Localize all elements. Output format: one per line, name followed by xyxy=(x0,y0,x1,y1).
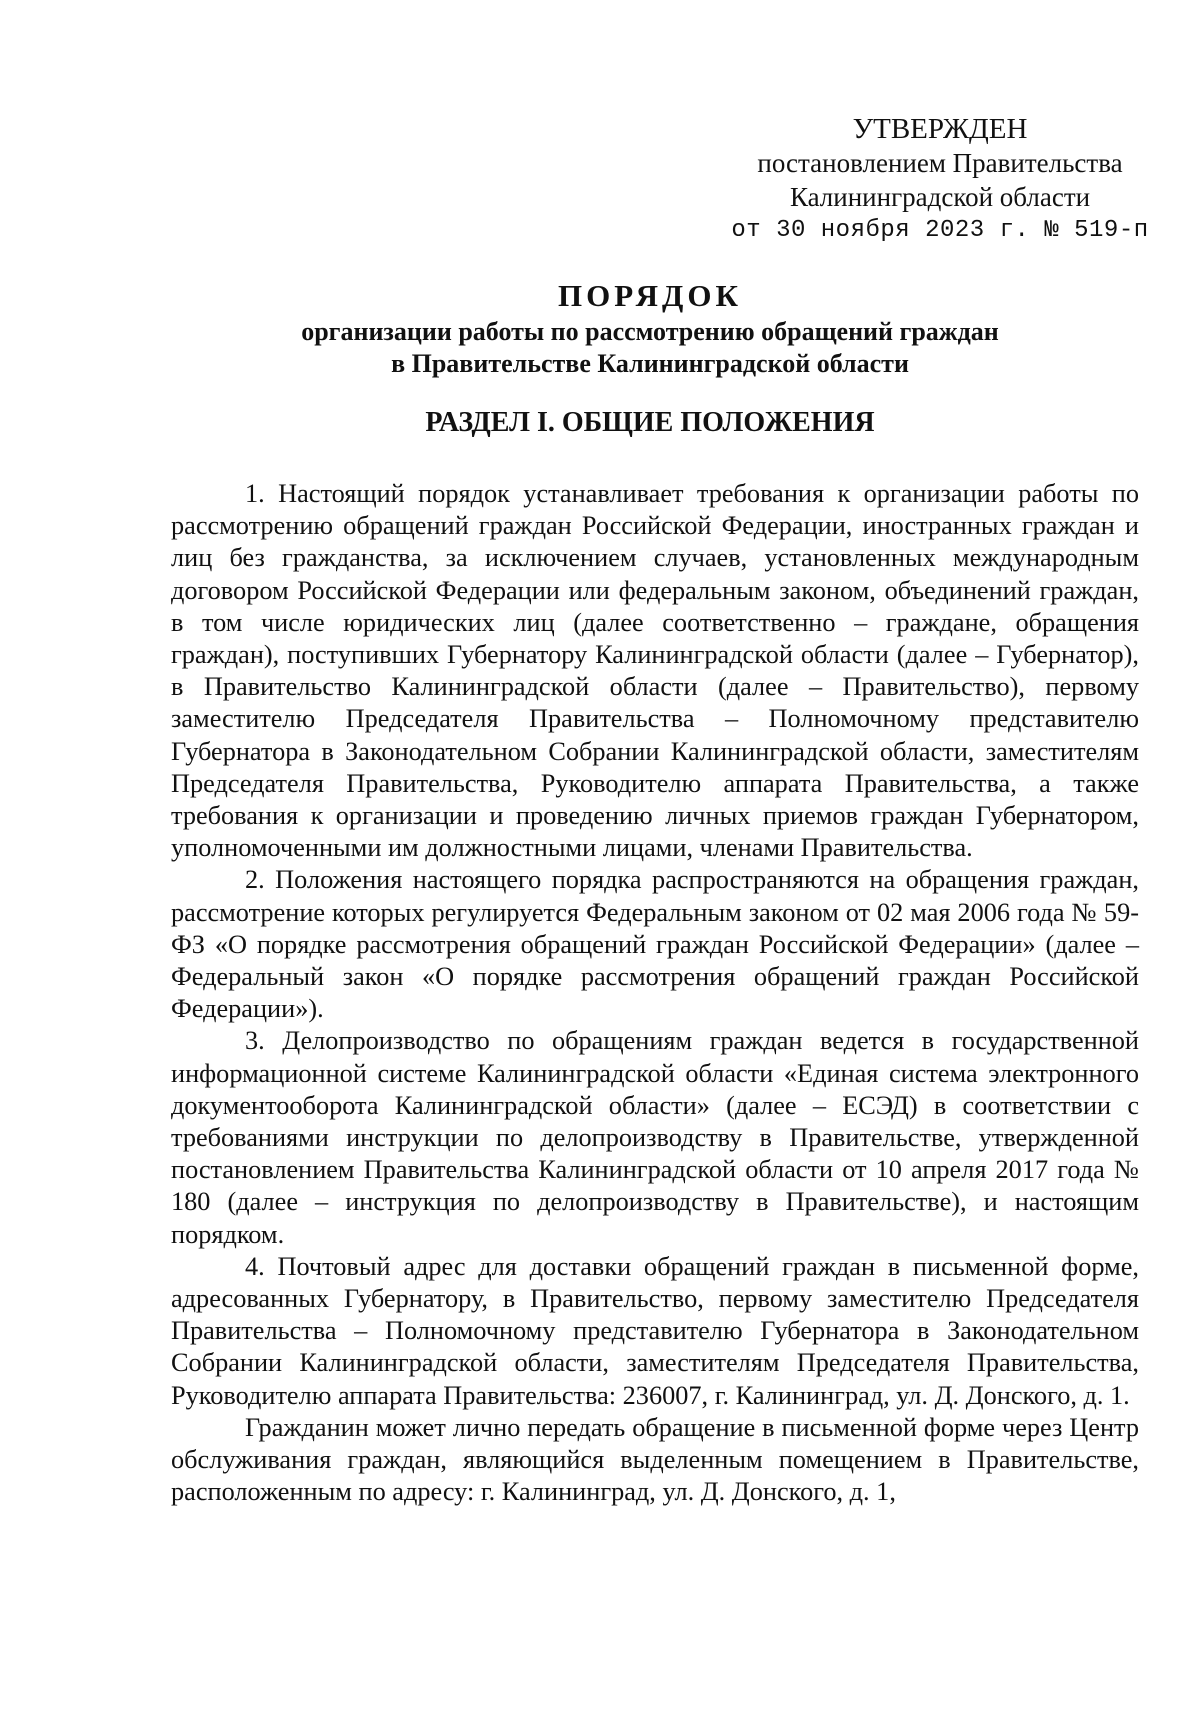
paragraph-5: Гражданин может лично передать обращение в письменной форме через Центр обслуживания граждан, являющийся выделенным помещением в Правительстве, расположенным по адресу: г. Калининград, ул. Д. Донского, д. 1, xyxy=(171,1412,1139,1507)
paragraph-3: 3. Делопроизводство по обращениям граждан ведется в государственной информационной системе Калининградской области «Единая система электронного документооборота Калининградской области» (далее – ЕСЭД) в соответствии с требованиями инструкции по делопроизводству в Правительстве, утвержденной постановлением Правительства Калининградской области от 10 апреля 2017 года № 180 (далее – инструкция по делопроизводству в Правительстве), и настоящим порядком. xyxy=(171,1026,1139,1249)
paragraph-4: 4. Почтовый адрес для доставки обращений граждан в письменной форме, адресованных Губернатору, в Правительство, первому заместителю Председателя Правительства – Полномочному представителю Губернатора в Законодательном Собрании Калининградской области, заместителям Председателя Правительства, Руководителю аппарата Правительства: 236007, г. Калининград, ул. Д. Донского, д. 1. xyxy=(171,1251,1139,1410)
title-subtitle-line-2: в Правительстве Калининградской области xyxy=(391,349,909,378)
decree-date-number: от 30 ноября 2023 г. № 519-п xyxy=(731,217,1149,244)
title-main: ПОРЯДОК xyxy=(558,278,742,313)
approval-line-region: Калининградской области xyxy=(789,182,1091,212)
approved-label: УТВЕРЖДЕН xyxy=(852,113,1028,145)
approval-line-decree-by: постановлением Правительства xyxy=(757,148,1123,178)
document-body xyxy=(171,478,1139,1509)
paragraph-1: 1. Настоящий порядок устанавливает требования к организации работы по рассмотрению обращений граждан Российской Федерации, иностранных граждан и лиц без гражданства, за исключением случаев, установленных международным договором Российской Федерации или федеральным законом, объединений граждан, в том числе юридических лиц (далее соответственно – граждане, обращения граждан), поступивших Губернатору Калининградской области (далее – Губернатор), в Правительство Калининградской области (далее – Правительство), первому заместителю Председателя Правительства – Полномочному представителю Губернатора в Законодательном Собрании Калининградской области, заместителям Председателя Правительства, Руководителю аппарата Правительства, а также требования к организации и проведению личных приемов граждан Губернатором, уполномоченными им должностными лицами, членами Правительства. xyxy=(171,479,1139,863)
section-heading: РАЗДЕЛ I. ОБЩИЕ ПОЛОЖЕНИЯ xyxy=(425,407,875,438)
document-title xyxy=(120,276,1180,380)
approval-stamp xyxy=(720,112,1160,248)
paragraph-2: 2. Положения настоящего порядка распространяются на обращения граждан, рассмотрение которых регулируется Федеральным законом от 02 мая 2006 года № 59-ФЗ «О порядке рассмотрения обращений граждан Российской Федерации» (далее – Федеральный закон «О порядке рассмотрения обращений граждан Российской Федерации»). xyxy=(171,865,1139,1024)
title-subtitle-line-1: организации работы по рассмотрению обращений граждан xyxy=(301,317,999,346)
